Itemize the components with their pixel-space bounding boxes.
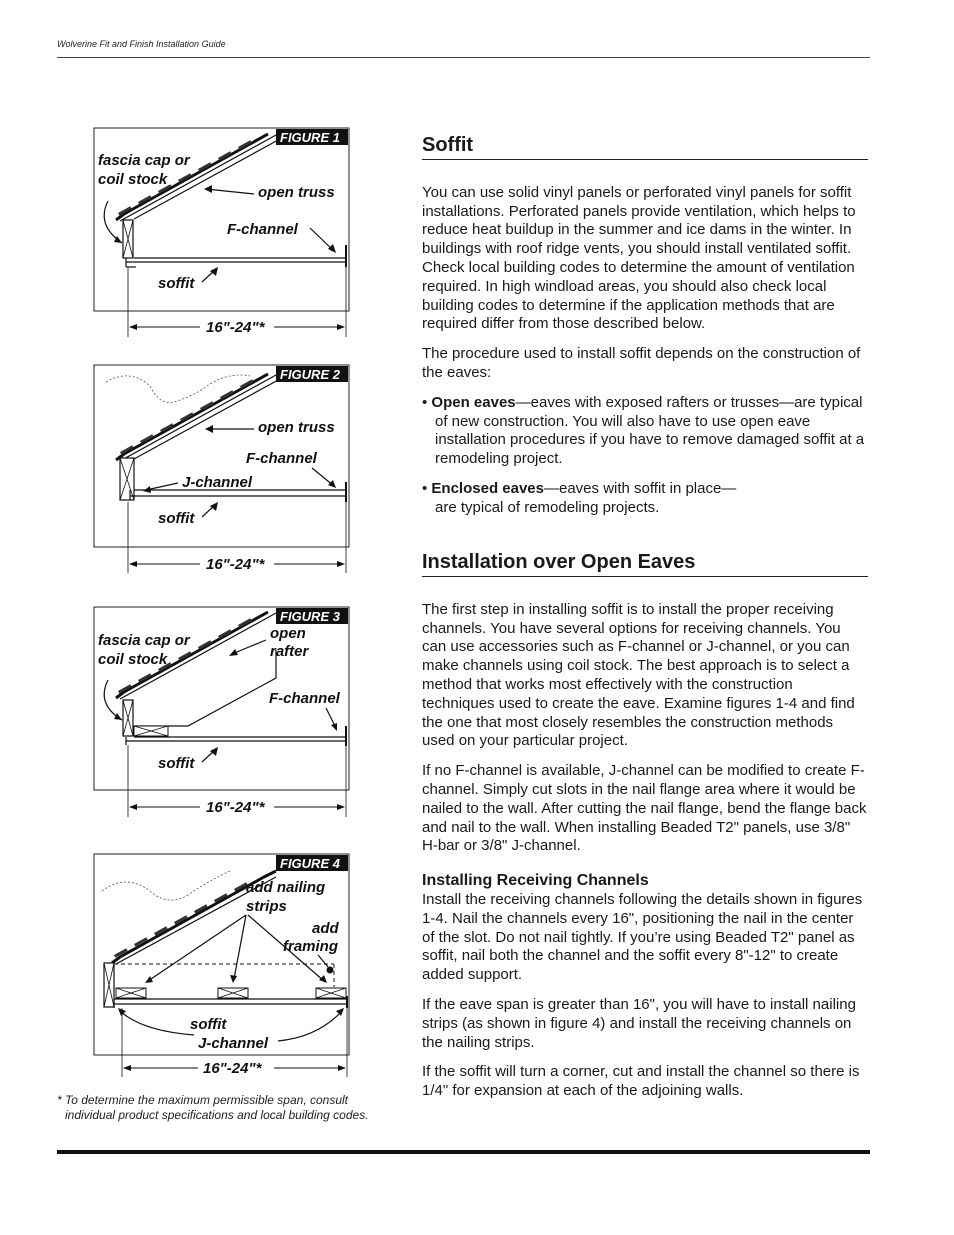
open-eaves-heading: Installation over Open Eaves	[422, 553, 868, 577]
soffit-section	[422, 136, 868, 518]
figure-3-diagram	[90, 604, 360, 819]
corner-paragraph: If the soffit will turn a corner, cut and install the channel so there is 1/4" for expansion at each of the adjoining walls.	[422, 1063, 860, 1100]
bullet-enclosed-eaves-text-2: are typical of remodeling projects.	[435, 498, 660, 516]
figure-4	[90, 851, 360, 1079]
roof-shingles-icon	[114, 882, 248, 957]
figure-2-diagram	[90, 362, 360, 577]
receiving-channels-paragraph: Install the receiving channels following the details shown in figures 1-4. Nail the channels every 16", positioning the nail in the center of the slot. Do not nail tightly. If you’re using Beaded T2" panel as soffit, nail both the channel and the soffit every 8"-12" to create added support.	[422, 890, 863, 984]
footnote	[57, 1093, 407, 1123]
open-rafter-label-line2: rafter	[270, 643, 309, 660]
footer-rule	[57, 1150, 870, 1154]
add-nailing-strips-label: add nailing	[246, 879, 326, 896]
j-channel-label: J-channel	[182, 474, 253, 491]
soffit-label: soffit	[190, 1016, 227, 1033]
eave-span-paragraph: If the eave span is greater than 16", you will have to install nailing strips (as shown in figure 4) and install the receiving channels on the nailing strips.	[422, 995, 856, 1051]
bullet-open-eaves-text: —eaves with exposed rafters or trusses—are typical of new construction. You will also have to use open eave installation procedures if you have to remove damaged soffit at a remodeling project.	[435, 393, 865, 468]
soffit-procedure-paragraph: The procedure used to install soffit depends on the construction of the eaves:	[422, 345, 861, 381]
open-truss-label: open truss	[258, 184, 335, 201]
figure-tag: FIGURE 4	[280, 856, 340, 871]
fascia-label-line2: coil stock	[98, 651, 168, 668]
add-nailing-strips-label-line2: strips	[246, 898, 287, 915]
open-truss-label: open truss	[258, 419, 335, 436]
f-channel-label: F-channel	[269, 690, 340, 707]
soffit-label: soffit	[158, 755, 195, 772]
figure-1	[90, 125, 360, 340]
soffit-label: soffit	[158, 275, 195, 292]
open-eaves-paragraph-2: If no F-channel is available, J-channel can be modified to create F-channel. Simply cut slots in the nail flange area where it would be nailed to the wall. After cutting the nail flange, bend the flange back and nail to the wall. When installing Beaded T2" panels, use 3/8" H-bar or 3/8" J-channel.	[422, 762, 867, 855]
f-channel-label: F-channel	[227, 221, 298, 238]
bullet-open-eaves: • Open eaves—eaves with exposed rafters or trusses—are typical of new construction. You will also have to use open eave installation procedures if you have to remove damaged soffit at a remodeling project.	[422, 393, 865, 468]
open-eaves-section	[422, 553, 868, 1101]
add-framing-label-line2: framing	[283, 938, 339, 955]
footnote-line-2: individual product specifications and local building codes.	[65, 1108, 369, 1122]
framing-dot-icon	[327, 967, 334, 974]
bullet-enclosed-eaves-text: —eaves with soffit in place—	[544, 479, 737, 497]
figure-tag: FIGURE 2	[280, 367, 340, 382]
fascia-label: fascia cap or	[98, 152, 190, 169]
soffit-heading: Soffit	[422, 136, 868, 160]
figure-4-diagram	[90, 851, 360, 1079]
receiving-channels-subheading: Installing Receiving Channels	[422, 872, 649, 890]
running-header: Wolverine Fit and Finish Installation Guide	[57, 39, 226, 49]
span-label: 16"-24"*	[206, 799, 265, 816]
open-rafter-label: open	[270, 625, 306, 642]
figure-2	[90, 362, 360, 577]
bullet-open-eaves-term: Open eaves	[431, 393, 516, 411]
soffit-label: soffit	[158, 510, 195, 527]
bullet-enclosed-eaves: • Enclosed eaves—eaves with soffit in place— are typical of remodeling projects.	[422, 479, 737, 516]
header-rule	[57, 57, 870, 58]
add-framing-label: add	[312, 920, 339, 937]
open-eaves-paragraph-1: The first step in installing soffit is to install the proper receiving channels. You have several options for receiving channels. You can use accessories such as F-channel or J-channel, or you can make channels using coil stock. The best approach is to select a method that works most effectively with the construction techniques used to create the eave. Examine figures 1-4 and find the one that most closely resembles the construction methods used on your particular project.	[422, 600, 855, 750]
span-label: 16"-24"*	[206, 556, 265, 573]
fascia-label: fascia cap or	[98, 632, 190, 649]
soffit-intro-paragraph: You can use solid vinyl panels or perforated vinyl panels for soffit installations. Perforated panels provide ventilation, which helps to reduce heat buildup in the summer and ice dams in the winter. In buildings with roof ridge vents, you should install ventilated soffit. Check local building codes to determine the amount of ventilation required. In high windload areas, you should also check local building codes to determine if the application methods that are required differ from those described below.	[422, 183, 856, 333]
figure-3	[90, 604, 360, 819]
fascia-label-line2: coil stock	[98, 171, 168, 188]
figure-1-diagram	[90, 125, 360, 340]
j-channel-label: J-channel	[198, 1035, 269, 1052]
footnote-line-1: * To determine the maximum permissible span, consult	[57, 1093, 349, 1107]
span-label: 16"-24"*	[206, 319, 265, 336]
f-channel-label: F-channel	[246, 450, 317, 467]
span-label: 16"-24"*	[203, 1060, 262, 1077]
figure-tag: FIGURE 1	[280, 130, 340, 145]
figure-tag: FIGURE 3	[280, 609, 340, 624]
bullet-enclosed-eaves-term: Enclosed eaves	[431, 479, 544, 497]
roof-shingles-icon	[120, 379, 254, 454]
